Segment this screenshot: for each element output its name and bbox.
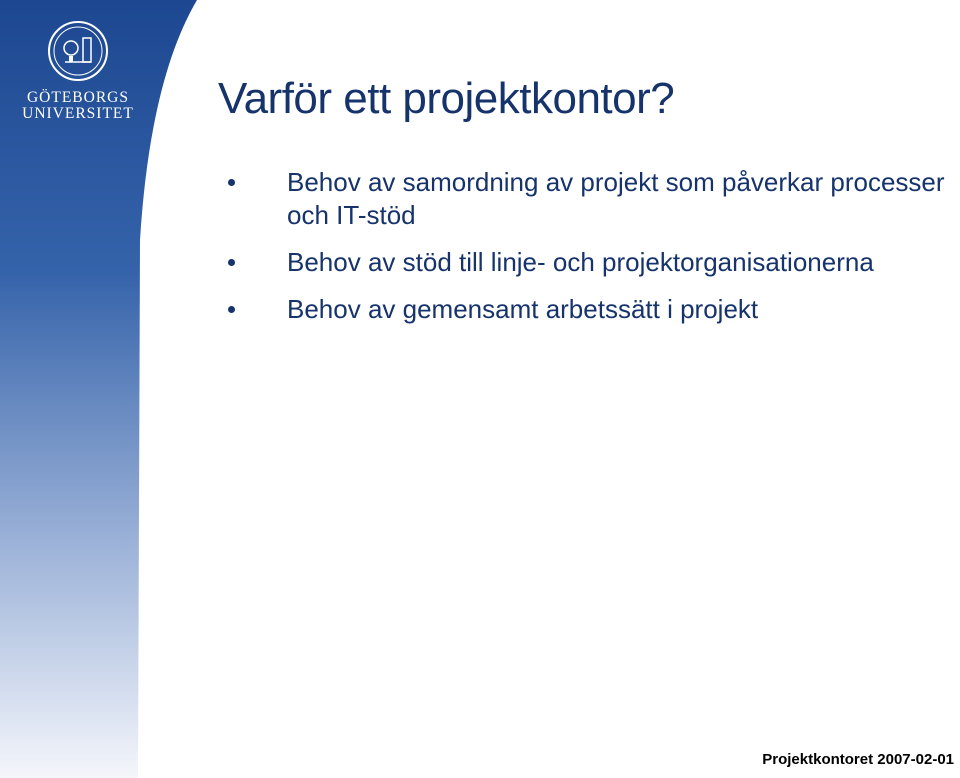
bullet-dot-icon xyxy=(228,306,235,313)
logo-line-1: GÖTEBORGS xyxy=(26,89,129,106)
slide-title: Varför ett projektkontor? xyxy=(218,74,675,123)
bullet-dot-icon xyxy=(228,259,235,266)
bullet-dot-icon xyxy=(228,179,235,186)
footer-text: Projektkontoret 2007-02-01 xyxy=(762,751,954,768)
logo-line-2: UNIVERSITET xyxy=(22,105,134,122)
bullet-item xyxy=(228,246,948,279)
bullet-item xyxy=(228,166,948,232)
bullet-text: Behov av stöd till linje- och projektorganisationerna xyxy=(287,247,874,277)
university-logo xyxy=(14,20,142,122)
bullet-list xyxy=(228,166,948,340)
bullet-item xyxy=(228,293,948,326)
bullet-text: Behov av gemensamt arbetssätt i projekt xyxy=(287,294,759,324)
bullet-text: Behov av samordning av projekt som påverkar processer och IT-stöd xyxy=(287,167,945,230)
university-seal-icon xyxy=(47,20,109,82)
